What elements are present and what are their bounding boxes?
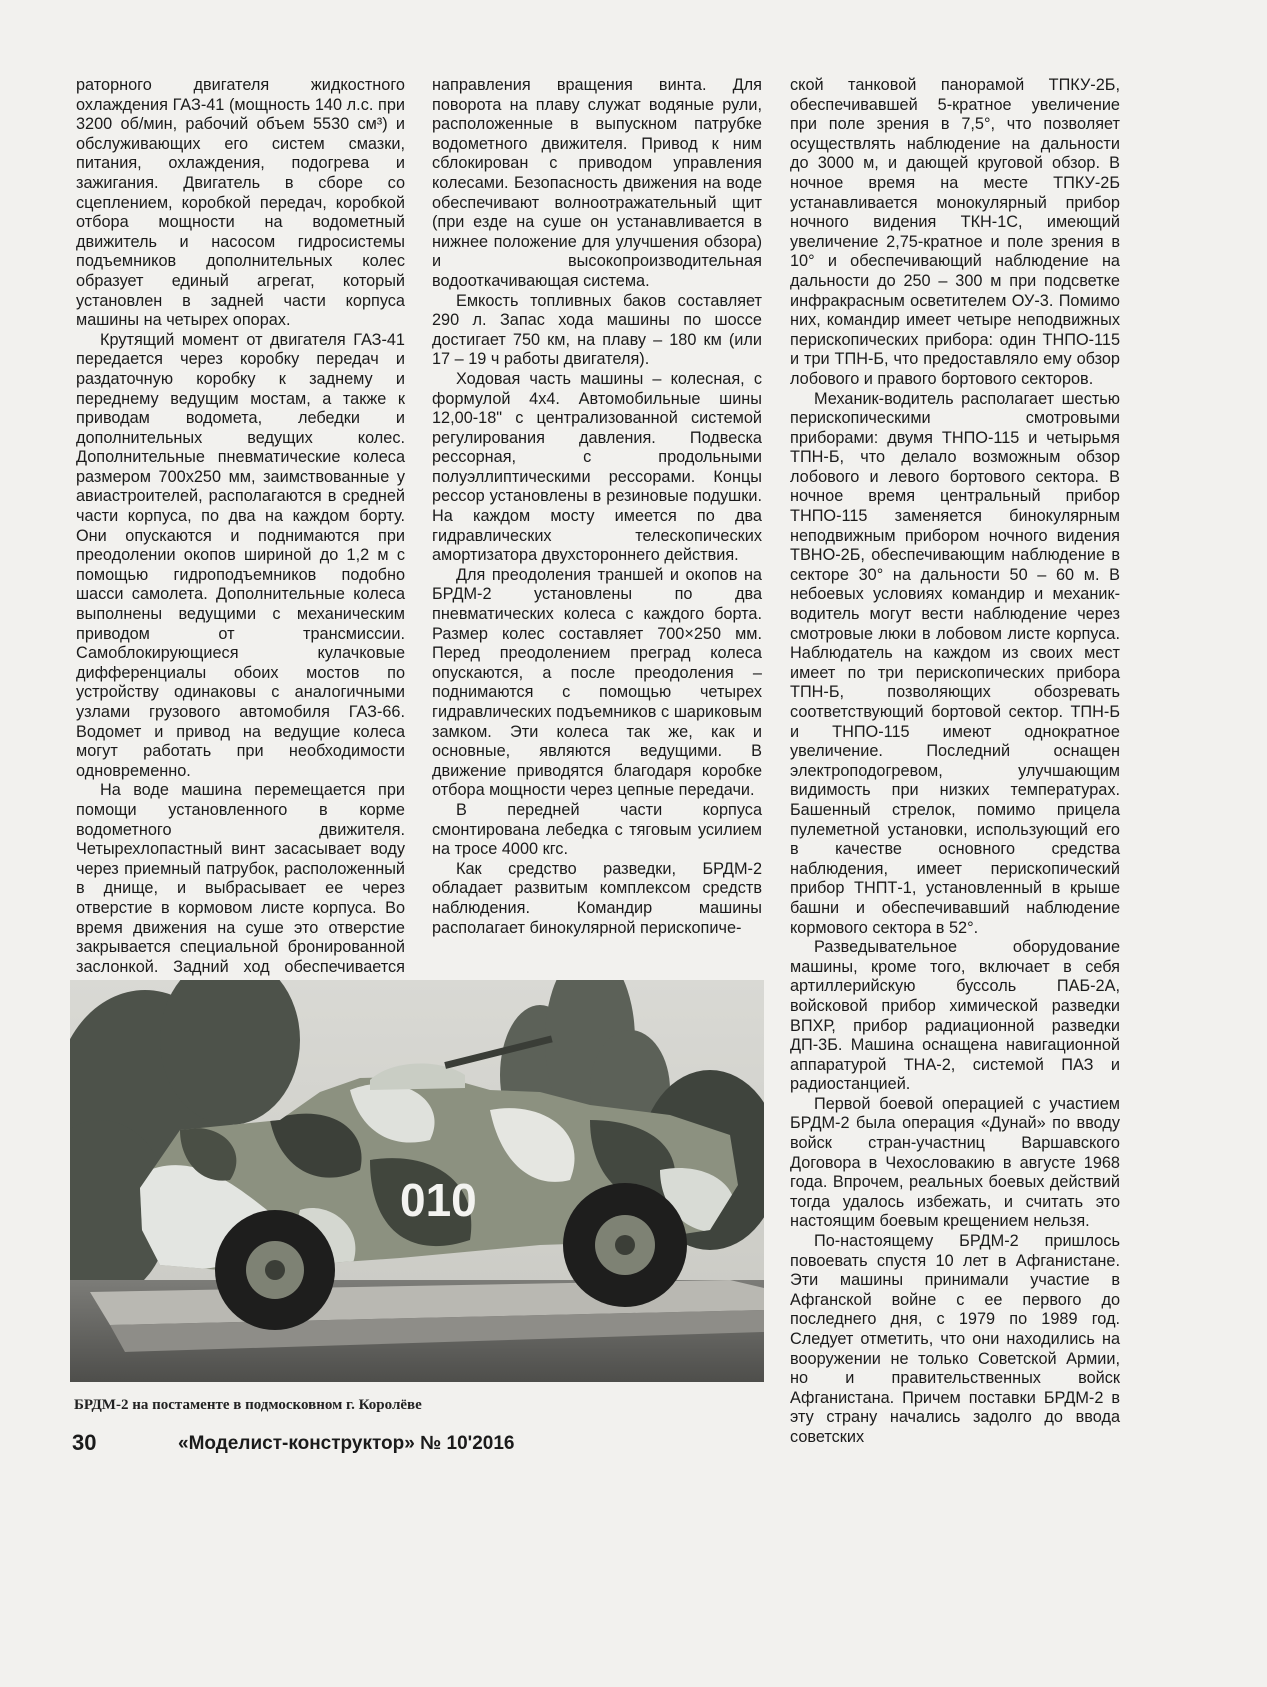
photo-caption: БРДМ-2 на постаменте в подмосковном г. Королёве: [74, 1397, 422, 1413]
vehicle-photo: [70, 980, 764, 1382]
paragraph: На воде машина перемещается при помощи установленного в корме водометного движителя. Четырехлопастный винт засасывает воду через приемный патрубок, расположенный в днище, и выбрасывает ее через отверстие в кормовом листе корпуса. Во время движения на суше это отверстие закрывается специальной бронированной заслонкой. Задний ход обеспечивается: [76, 781, 405, 976]
text-column-1: [76, 76, 405, 997]
page-number: 30: [72, 1430, 97, 1455]
paragraph: Как средство разведки, БРДМ-2 обладает развитым комплексом средств наблюдения. Командир машины располагает бинокулярной перископиче-: [432, 859, 762, 937]
paragraph: В передней части корпуса смонтирована лебедка с тяговым усилием на тросе 4000 кгс.: [432, 800, 762, 859]
paragraph: Разведывательное оборудование машины, кроме того, включает в себя артиллерийскую буссоль ПАБ-2А, войсковой прибор химической разведки ВПХР, прибор радиационной разведки ДП-3Б. Машина оснащена навигационной аппаратурой ТНА-2, системой ПАЗ и радиостанцией.: [790, 938, 1120, 1094]
front-wheel: [563, 1183, 687, 1307]
paragraph: Механик-водитель располагает шестью перископическими смотровыми приборами: двумя ТНПО-115 и четырьмя ТПН-Б, что делало возможным обзор лобового и левого бортового сектора. В ночное время центральный прибор ТНПО-115 заменяется бинокулярным неподвижным прибором ночного видения ТВНО-2Б, обеспечивающим наблюдение в секторе 30° на дальности 50 – 60 м. В небоевых условиях командир и механик-водитель могут вести наблюдение через смотровые люки в лобовом листе корпуса. Наблюдатель на каждом из своих мест имеет по три перископических прибора ТПН-Б, позволяющих обозревать соответствующий бортовой сектор. ТПН-Б и ТНПО-115 имеют однократное увеличение. Последний оснащен электроподогревом, улучшающим видимость при низких температурах. Башенный стрелок, помимо прицела пулеметной установки, использующий его в качестве основного средства наблюдения, имеет перископический прибор ТНПТ-1, установленный в крыше башни и обеспечивавший наблюдение кормового сектора в 52°.: [790, 389, 1120, 937]
paragraph: Емкость топливных баков составляет 290 л. Запас хода машины по шоссе достигает 750 км, на плаву – 180 км (или 17 – 19 ч работы двигателя).: [432, 291, 762, 369]
paragraph: раторного двигателя жидкостного охлаждения ГАЗ-41 (мощность 140 л.с. при 3200 об/мин, рабочий объем 5530 см³) и обслуживающих его систем смазки, питания, охлаждения, подогрева и зажигания. Двигатель в сборе со сцеплением, коробкой передач, коробкой отбора мощности на водометный движитель и насосом гидросистемы подъемников дополнительных колес образует единый агрегат, который установлен в задней части корпуса машины на четырех опорах.: [76, 76, 405, 330]
paragraph: ской танковой панорамой ТПКУ-2Б, обеспечивавшей 5-кратное увеличение при поле зрения в 7,5°, что позволяет осуществлять наблюдение на дальности до 3000 м, и дающей круговой обзор. В ночное время на месте ТПКУ-2Б устанавливается монокулярный прибор ночного видения ТКН-1С, имеющий увеличение 2,75-кратное и поле зрения в 10° и обеспечивающий наблюдение на дальности до 250 – 300 м при подсветке инфракрасным осветителем ОУ-3. Помимо них, командир имеет четыре неподвижных перископических прибора: один ТНПО-115 и три ТПН-Б, что предоставляло ему обзор лобового и правого бортового секторов.: [790, 76, 1120, 388]
text-column-3: [790, 76, 1120, 1448]
paragraph: По-настоящему БРДМ-2 пришлось повоевать спустя 10 лет в Афганистане. Эти машины принимали участие в Афганской войне с ее первого до последнего дня, с 1979 по 1989 год. Следует отметить, что они находились на вооружении не только Советской Армии, но и правительственных войск Афганистана. Причем поставки БРДМ-2 в эту страну начались задолго до ввода советских: [790, 1232, 1120, 1446]
vehicle-number: 010: [400, 1174, 477, 1226]
paragraph: Первой боевой операцией с участием БРДМ-2 была операция «Дунай» по вводу войск стран-участниц Варшавского Договора в Чехословакию в августе 1968 года. Впрочем, реальных боевых действий тогда удалось избежать, и считать это настоящим боевым крещением нельзя.: [790, 1094, 1120, 1231]
paragraph: Для преодоления траншей и окопов на БРДМ-2 установлены по два пневматических колеса с каждого борта. Размер колес составляет 700×250 мм. Перед преодолением преград колеса опускаются, а после преодоления – поднимаются с помощью четырех гидравлических подъемников с шариковым замком. Эти колеса так же, как и основные, являются ведущими. В движение приводятся благодаря коробке отбора мощности через цепные передачи.: [432, 565, 762, 800]
brdm2-photo-illustration: [70, 980, 764, 1382]
paragraph: Крутящий момент от двигателя ГАЗ-41 передается через коробку передач и раздаточную коробку к заднему и переднему ведущим мостам, а также к приводам водомета, лебедки и дополнительных ведущих колес. Дополнительные пневматические колеса размером 700х250 мм, заимствованные у авиастроителей, располагаются в средней части корпуса, по два на каждом борту. Они опускаются и поднимаются при преодолении окопов шириной до 1,2 м с помощью гидроподъемников подобно шасси самолета. Дополнительные колеса выполнены ведущими с механическим приводом от трансмиссии. Самоблокирующиеся кулачковые дифференциалы обоих мостов по устройству одинаковы с аналогичными узлами грузового автомобиля ГАЗ-66. Водомет и привод на ведущие колеса могут работать при необходимости одновременно.: [76, 330, 405, 780]
magazine-title: «Моделист-конструктор» № 10'2016: [178, 1433, 515, 1454]
paragraph: Ходовая часть машины – колесная, с формулой 4х4. Автомобильные шины 12,00-18" с централизованной системой регулирования давления. Подвеска рессорная, с продольными полуэллиптическими рессорами. Концы рессор установлены в резиновые подушки. На каждом мосту имеется по два гидравлических телескопических амортизатора двухстороннего действия.: [432, 369, 762, 565]
paragraph: направления вращения винта. Для поворота на плаву служат водяные рули, расположенные в выпускном патрубке водометного движителя. Привод к ним сблокирован с приводом управления колесами. Безопасность движения на воде обеспечивают волноотражательный щит (при езде на суше он устанавливается в нижнее положение для улучшения обзора) и высокопроизводительная водооткачивающая система.: [432, 76, 762, 290]
text-column-2: [432, 76, 762, 938]
rear-wheel: [215, 1210, 335, 1330]
